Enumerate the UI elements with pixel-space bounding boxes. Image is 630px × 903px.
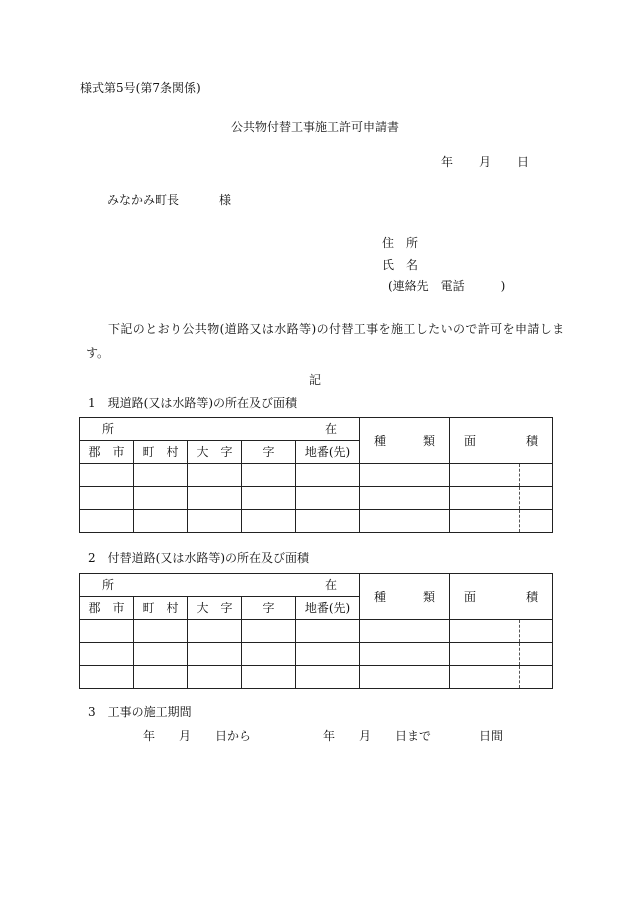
oaza-header: 大 字 [188, 441, 242, 464]
table-row [80, 643, 553, 666]
form-number: 様式第5号(第7条関係) [80, 81, 201, 95]
area-header: 面 積 [450, 418, 553, 464]
current-road-table [79, 417, 553, 533]
chiban-header: 地番(先) [296, 441, 360, 464]
location-header: 所 在 [80, 574, 360, 597]
applicant-name-label: 氏 名 [382, 258, 419, 272]
addressee-suffix: 様 [219, 193, 232, 207]
area-cell [450, 464, 553, 487]
construction-period: 年 月 日から 年 月 日まで 日間 [143, 729, 504, 743]
aza-header: 字 [242, 441, 296, 464]
area-cell [450, 620, 553, 643]
date-month: 月 [479, 155, 492, 169]
ki-heading: 記 [308, 373, 321, 387]
aza-header: 字 [242, 597, 296, 620]
oaza-header: 大 字 [188, 597, 242, 620]
table-row [80, 487, 553, 510]
table-row [80, 620, 553, 643]
chiban-header: 地番(先) [296, 597, 360, 620]
section3-heading: 3 工事の施工期間 [88, 705, 192, 719]
cho-son-header: 町 村 [134, 441, 188, 464]
kind-header: 種 類 [360, 418, 450, 464]
section1-heading: 1 現道路(又は水路等)の所在及び面積 [88, 396, 297, 410]
replacement-road-table [79, 573, 553, 689]
area-cell [450, 666, 553, 689]
table-row [80, 666, 553, 689]
gun-shi-header: 郡 市 [80, 597, 134, 620]
area-cell [450, 487, 553, 510]
applicant-address-label: 住 所 [382, 236, 419, 250]
table-row [80, 510, 553, 533]
area-cell [450, 510, 553, 533]
kind-header: 種 類 [360, 574, 450, 620]
date-year: 年 [441, 155, 454, 169]
addressee-name: みなかみ町長 [107, 193, 180, 207]
document-title: 公共物付替工事施工許可申請書 [230, 120, 399, 134]
cho-son-header: 町 村 [134, 597, 188, 620]
area-cell [450, 643, 553, 666]
section2-heading: 2 付替道路(又は水路等)の所在及び面積 [88, 551, 309, 565]
applicant-contact: (連絡先 電話 ) [388, 279, 506, 293]
table-row [80, 464, 553, 487]
location-header: 所 在 [80, 418, 360, 441]
date-line [441, 155, 529, 169]
date-day: 日 [517, 155, 530, 169]
area-header: 面 積 [450, 574, 553, 620]
body-text-line2: す。 [86, 346, 110, 360]
body-text-line1: 下記のとおり公共物(道路又は水路等)の付替工事を施工したいので許可を申請しま [108, 322, 565, 336]
gun-shi-header: 郡 市 [80, 441, 134, 464]
